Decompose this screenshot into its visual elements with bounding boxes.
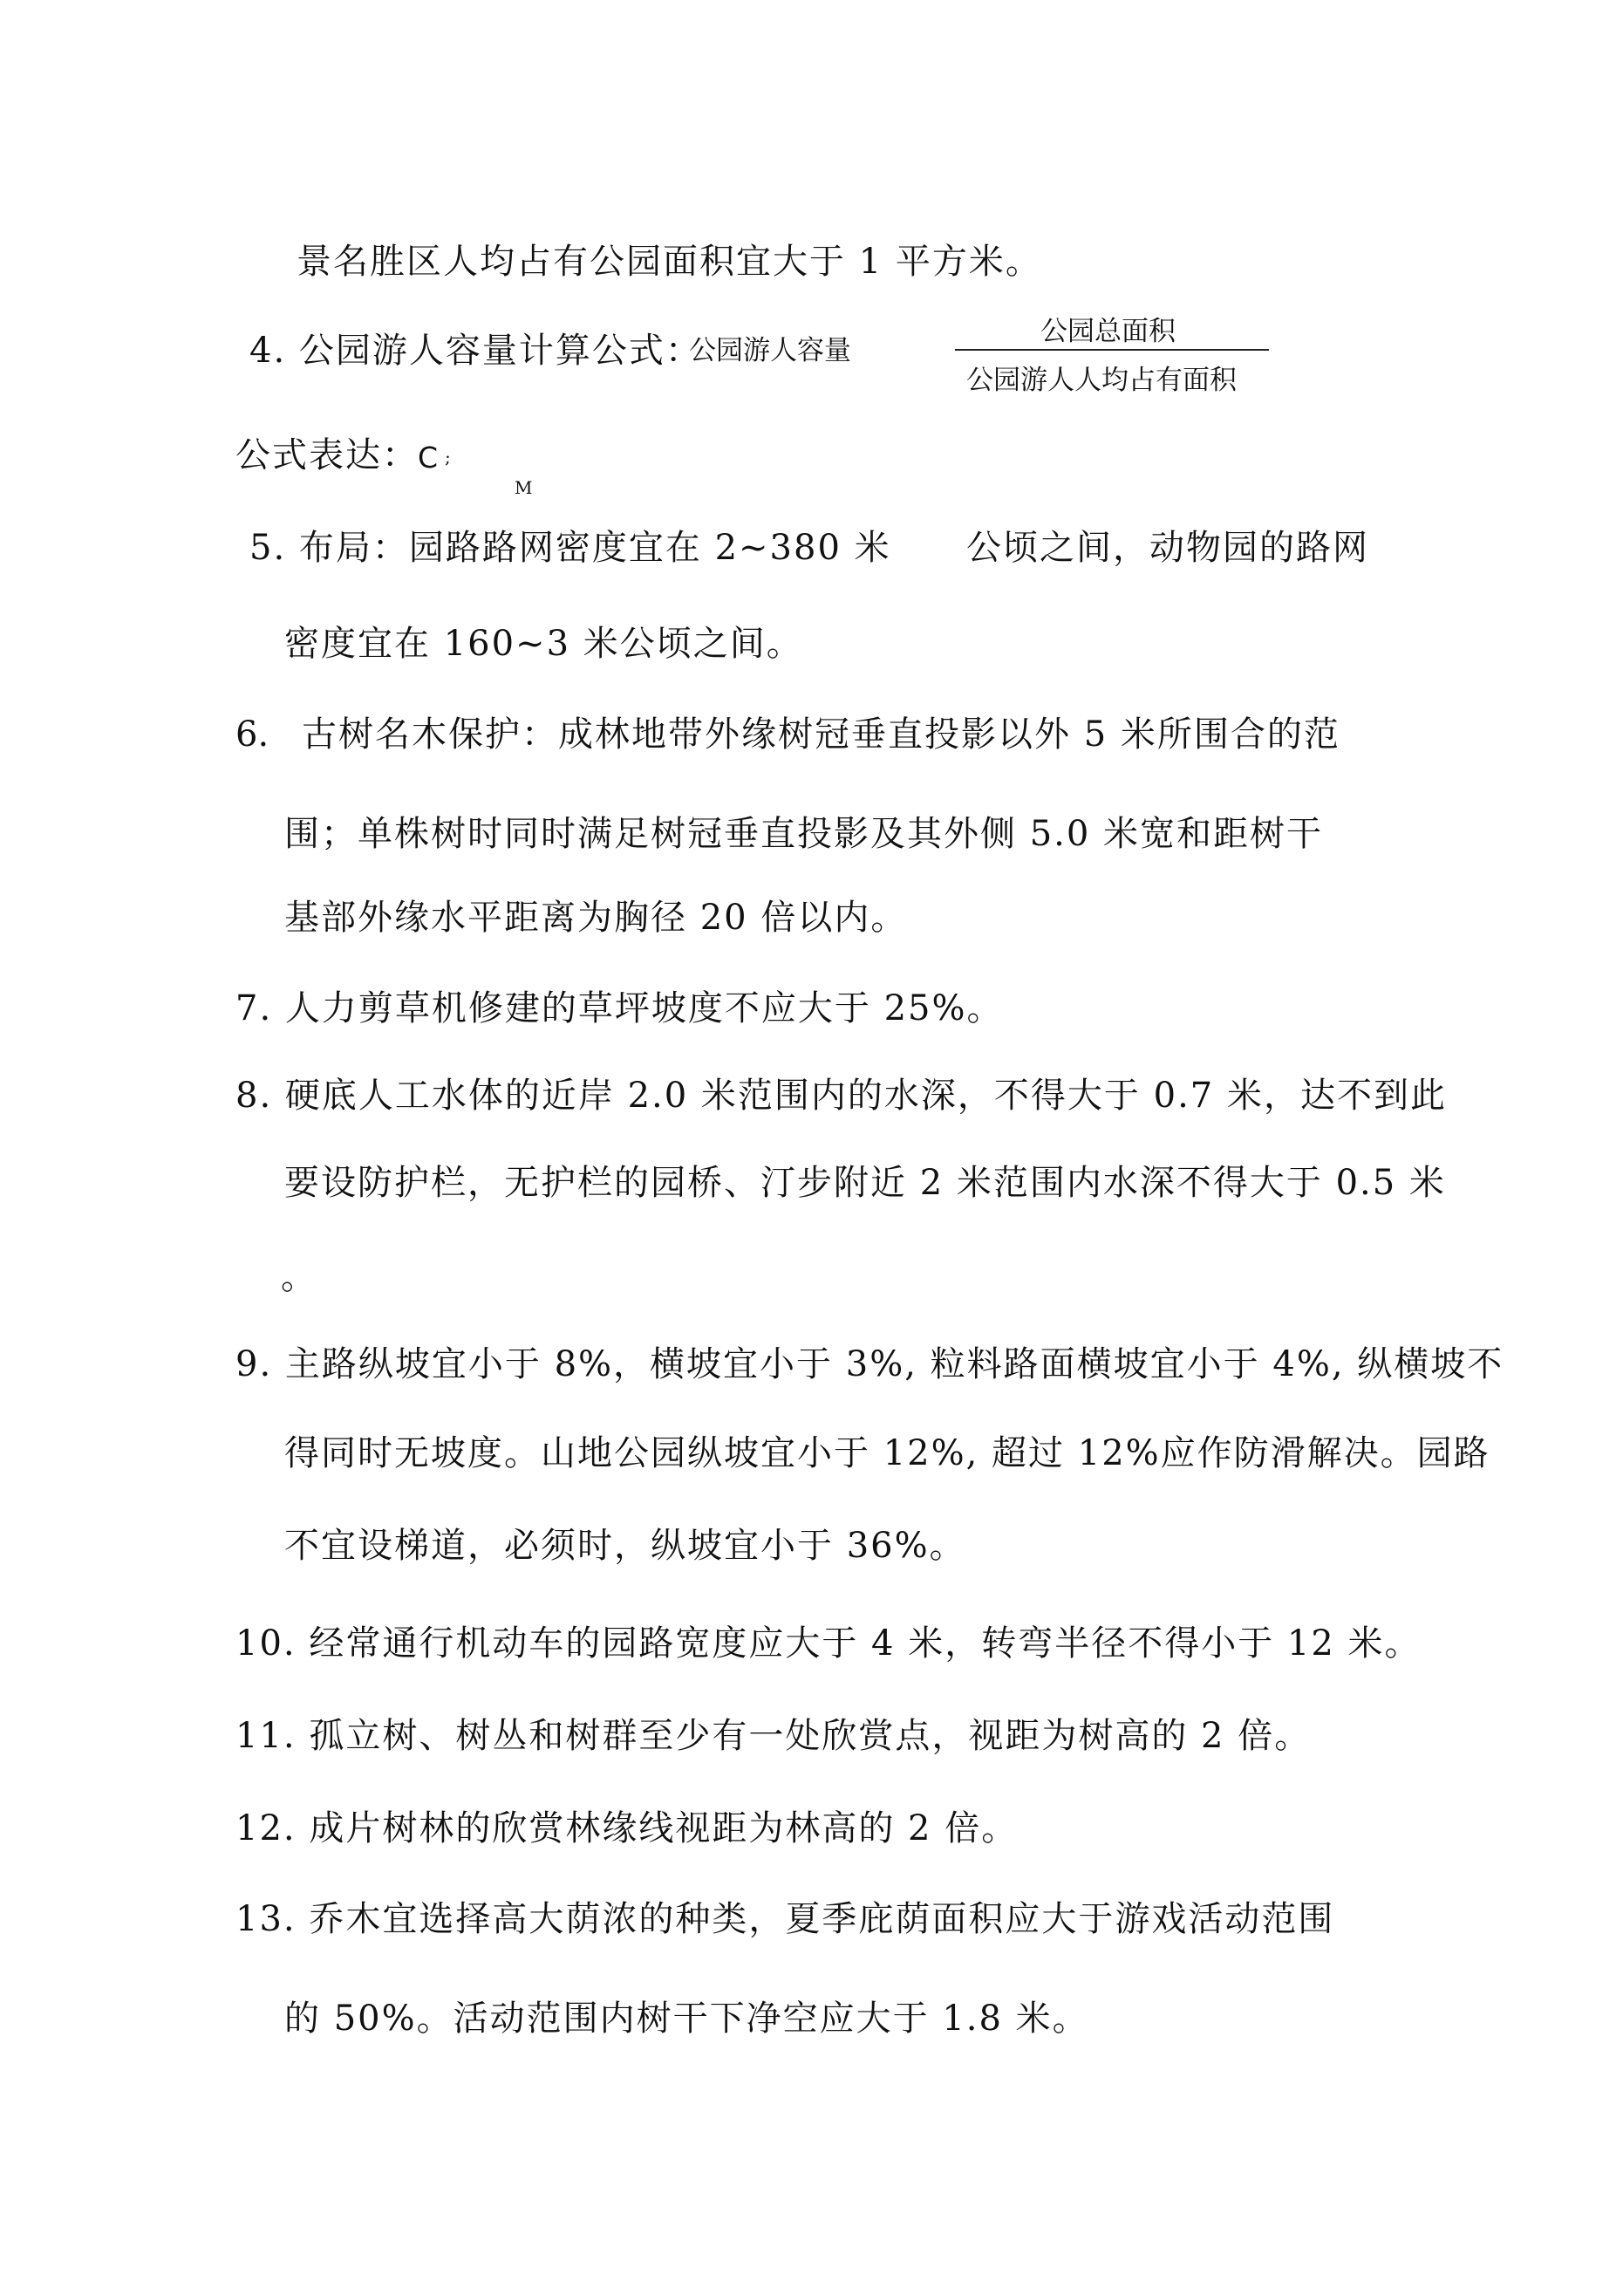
formula-expression-separator: ; [445, 447, 451, 468]
formula-lhs: 公园游人容量 [689, 335, 851, 366]
formula-expression-c: C [418, 441, 439, 475]
formula-fraction-bar [955, 349, 1269, 351]
item-6-line-2: 围；单株树时同时满足树冠垂直投影及其外侧 5.0 米宽和距树干 [284, 814, 1324, 854]
item-12: 12. 成片树林的欣赏林缘线视距为林高的 2 倍。 [235, 1808, 1019, 1848]
item-8-line-1: 8. 硬底人工水体的近岸 2.0 米范围内的水深，不得大于 0.7 米，达不到此 [235, 1076, 1447, 1116]
item-8-line-3: 。 [281, 1257, 317, 1297]
item-5-line-1b: 公顷之间，动物园的路网 [966, 528, 1369, 568]
item-13-line-2: 的 50%。活动范围内树干下净空应大于 1.8 米。 [284, 1999, 1089, 2039]
formula-numerator: 公园总面积 [1040, 316, 1176, 347]
item-4-label: 4. 公园游人容量计算公式： [249, 331, 702, 371]
formula-denominator: 公园游人人均占有面积 [966, 365, 1237, 396]
item-11: 11. 孤立树、树丛和树群至少有一处欣赏点，视距为树高的 2 倍。 [235, 1716, 1312, 1756]
item-8-line-2: 要设防护栏，无护栏的园桥、汀步附近 2 米范围内水深不得大于 0.5 米 [284, 1163, 1446, 1203]
item-6-line-3: 基部外缘水平距离为胸径 20 倍以内。 [284, 898, 908, 938]
item-5-line-1a: 5. 布局：园路路网密度宜在 2~380 米 [249, 528, 891, 568]
item-5-line-2: 密度宜在 160~3 米公顷之间。 [284, 624, 803, 664]
item-13-line-1: 13. 乔木宜选择高大荫浓的种类，夏季庇荫面积应大于游戏活动范围 [235, 1899, 1335, 1939]
formula-expression-label: 公式表达： [235, 435, 419, 475]
text-line-intro: 景名胜区人均占有公园面积宜大于 1 平方米。 [297, 242, 1042, 282]
item-6-number: 6. [235, 714, 269, 755]
item-9-line-1: 9. 主路纵坡宜小于 8%，横坡宜小于 3%, 粒料路面横坡宜小于 4%, 纵横坡不 [235, 1344, 1504, 1384]
item-9-line-3: 不宜设梯道，必须时，纵坡宜小于 36%。 [284, 1526, 966, 1566]
item-10: 10. 经常通行机动车的园路宽度应大于 4 米，转弯半径不得小于 12 米。 [235, 1623, 1422, 1664]
item-6-line-1: 古树名木保护：成林地带外缘树冠垂直投影以外 5 米所围合的范 [302, 714, 1340, 755]
item-9-line-2: 得同时无坡度。山地公园纵坡宜小于 12%, 超过 12%应作防滑解决。园路 [284, 1433, 1490, 1473]
formula-expression-m: M [515, 477, 533, 498]
item-7: 7. 人力剪草机修建的草坪坡度不应大于 25%。 [235, 988, 1004, 1028]
